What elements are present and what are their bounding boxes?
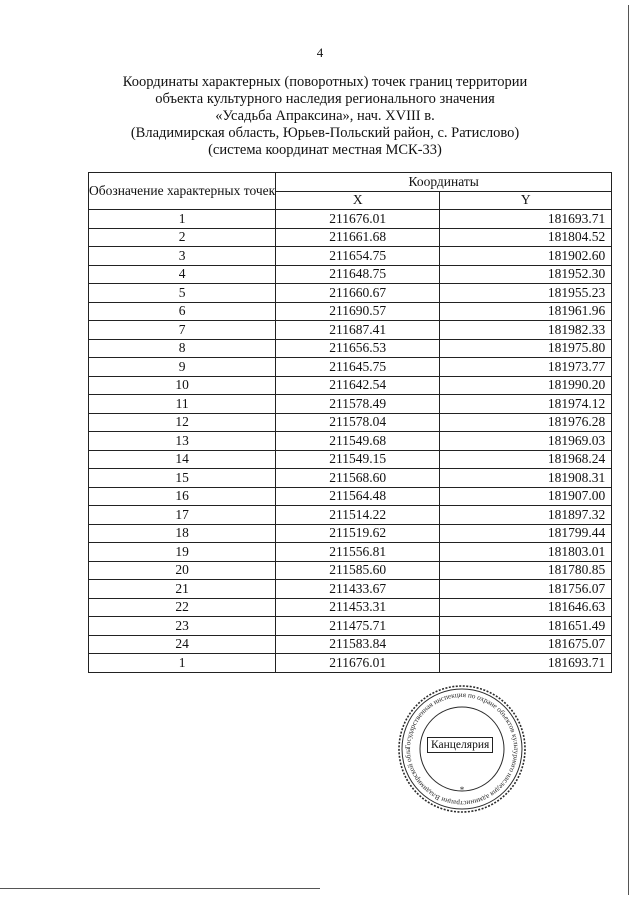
header-point-designation: Обозначение характерных точек (89, 173, 276, 210)
stamp-star-icon: * (459, 785, 465, 795)
point-cell: 11 (89, 395, 276, 414)
point-cell: 5 (89, 284, 276, 303)
table-row (89, 210, 612, 229)
table-row (89, 450, 612, 469)
table-row (89, 561, 612, 580)
table-row (89, 413, 612, 432)
y-cell: 181975.80 (440, 339, 612, 358)
y-cell: 181968.24 (440, 450, 612, 469)
x-cell: 211549.68 (276, 432, 440, 451)
point-cell: 4 (89, 265, 276, 284)
x-cell: 211549.15 (276, 450, 440, 469)
point-cell: 24 (89, 635, 276, 654)
table-row (89, 265, 612, 284)
y-cell: 181973.77 (440, 358, 612, 377)
point-cell: 19 (89, 543, 276, 562)
y-cell: 181756.07 (440, 580, 612, 599)
title-line-4: (Владимирская область, Юрьев-Польский район, с. Ратислово) (130, 125, 520, 141)
table-row (89, 432, 612, 451)
x-cell: 211690.57 (276, 302, 440, 321)
table-row (89, 395, 612, 414)
table-row (89, 228, 612, 247)
x-cell: 211687.41 (276, 321, 440, 340)
point-cell: 13 (89, 432, 276, 451)
x-cell: 211676.01 (276, 654, 440, 673)
point-cell: 22 (89, 598, 276, 617)
title-line-2: объекта культурного наследия регионального значения (155, 91, 495, 107)
table-body (89, 210, 612, 673)
page-number: 4 (316, 45, 324, 60)
point-cell: 8 (89, 339, 276, 358)
point-cell: 1 (89, 654, 276, 673)
table-row (89, 598, 612, 617)
table-row (89, 321, 612, 340)
y-cell: 181803.01 (440, 543, 612, 562)
stamp-ring-text: Государственная инспекция по охране объектов культурного наследия администрации Владимирской обла (403, 690, 521, 808)
x-cell: 211519.62 (276, 524, 440, 543)
point-cell: 3 (89, 247, 276, 266)
point-cell: 17 (89, 506, 276, 525)
y-cell: 181693.71 (440, 210, 612, 229)
table-row (89, 469, 612, 488)
y-cell: 181955.23 (440, 284, 612, 303)
y-cell: 181651.49 (440, 617, 612, 636)
x-cell: 211676.01 (276, 210, 440, 229)
x-cell: 211642.54 (276, 376, 440, 395)
y-cell: 181952.30 (440, 265, 612, 284)
y-cell: 181799.44 (440, 524, 612, 543)
table-row (89, 654, 612, 673)
table-row (89, 302, 612, 321)
x-cell: 211578.04 (276, 413, 440, 432)
table-row (89, 376, 612, 395)
x-cell: 211661.68 (276, 228, 440, 247)
x-cell: 211654.75 (276, 247, 440, 266)
x-cell: 211583.84 (276, 635, 440, 654)
table-row (89, 635, 612, 654)
x-cell: 211556.81 (276, 543, 440, 562)
y-cell: 181990.20 (440, 376, 612, 395)
y-cell: 181675.07 (440, 635, 612, 654)
header-coordinates: Координаты (276, 173, 612, 192)
y-cell: 181961.96 (440, 302, 612, 321)
point-cell: 23 (89, 617, 276, 636)
y-cell: 181974.12 (440, 395, 612, 414)
y-cell: 181646.63 (440, 598, 612, 617)
y-cell: 181976.28 (440, 413, 612, 432)
x-cell: 211568.60 (276, 469, 440, 488)
table-row (89, 617, 612, 636)
x-cell: 211656.53 (276, 339, 440, 358)
y-cell: 181982.33 (440, 321, 612, 340)
title-line-5: (система координат местная МСК-33) (208, 142, 442, 158)
x-cell: 211453.31 (276, 598, 440, 617)
x-cell: 211578.49 (276, 395, 440, 414)
point-cell: 6 (89, 302, 276, 321)
point-cell: 14 (89, 450, 276, 469)
x-cell: 211585.60 (276, 561, 440, 580)
table-row (89, 543, 612, 562)
header-x: X (276, 191, 440, 210)
point-cell: 12 (89, 413, 276, 432)
y-cell: 181908.31 (440, 469, 612, 488)
point-cell: 7 (89, 321, 276, 340)
table-row (89, 247, 612, 266)
point-cell: 15 (89, 469, 276, 488)
coordinates-table (88, 172, 612, 673)
y-cell: 181969.03 (440, 432, 612, 451)
y-cell: 181902.60 (440, 247, 612, 266)
point-cell: 16 (89, 487, 276, 506)
point-cell: 2 (89, 228, 276, 247)
point-cell: 20 (89, 561, 276, 580)
x-cell: 211648.75 (276, 265, 440, 284)
table-row (89, 284, 612, 303)
y-cell: 181897.32 (440, 506, 612, 525)
stamp-center-label: Канцелярия (427, 737, 493, 753)
y-cell: 181780.85 (440, 561, 612, 580)
table-row (89, 487, 612, 506)
header-y: Y (440, 191, 612, 210)
x-cell: 211433.67 (276, 580, 440, 599)
point-cell: 10 (89, 376, 276, 395)
y-cell: 181804.52 (440, 228, 612, 247)
x-cell: 211660.67 (276, 284, 440, 303)
title-line-3: «Усадьба Апраксина», нач. XVIII в. (215, 108, 435, 124)
right-edge-line (628, 5, 629, 895)
table-row (89, 580, 612, 599)
table-row (89, 506, 612, 525)
table-row (89, 358, 612, 377)
x-cell: 211514.22 (276, 506, 440, 525)
table-row (89, 339, 612, 358)
bottom-edge-line (0, 888, 320, 889)
x-cell: 211475.71 (276, 617, 440, 636)
x-cell: 211564.48 (276, 487, 440, 506)
document-title (90, 74, 560, 159)
point-cell: 18 (89, 524, 276, 543)
table-row (89, 524, 612, 543)
point-cell: 1 (89, 210, 276, 229)
point-cell: 9 (89, 358, 276, 377)
table-header-row (89, 173, 612, 192)
y-cell: 181907.00 (440, 487, 612, 506)
y-cell: 181693.71 (440, 654, 612, 673)
x-cell: 211645.75 (276, 358, 440, 377)
point-cell: 21 (89, 580, 276, 599)
title-line-1: Координаты характерных (поворотных) точек границ территории (122, 74, 528, 90)
